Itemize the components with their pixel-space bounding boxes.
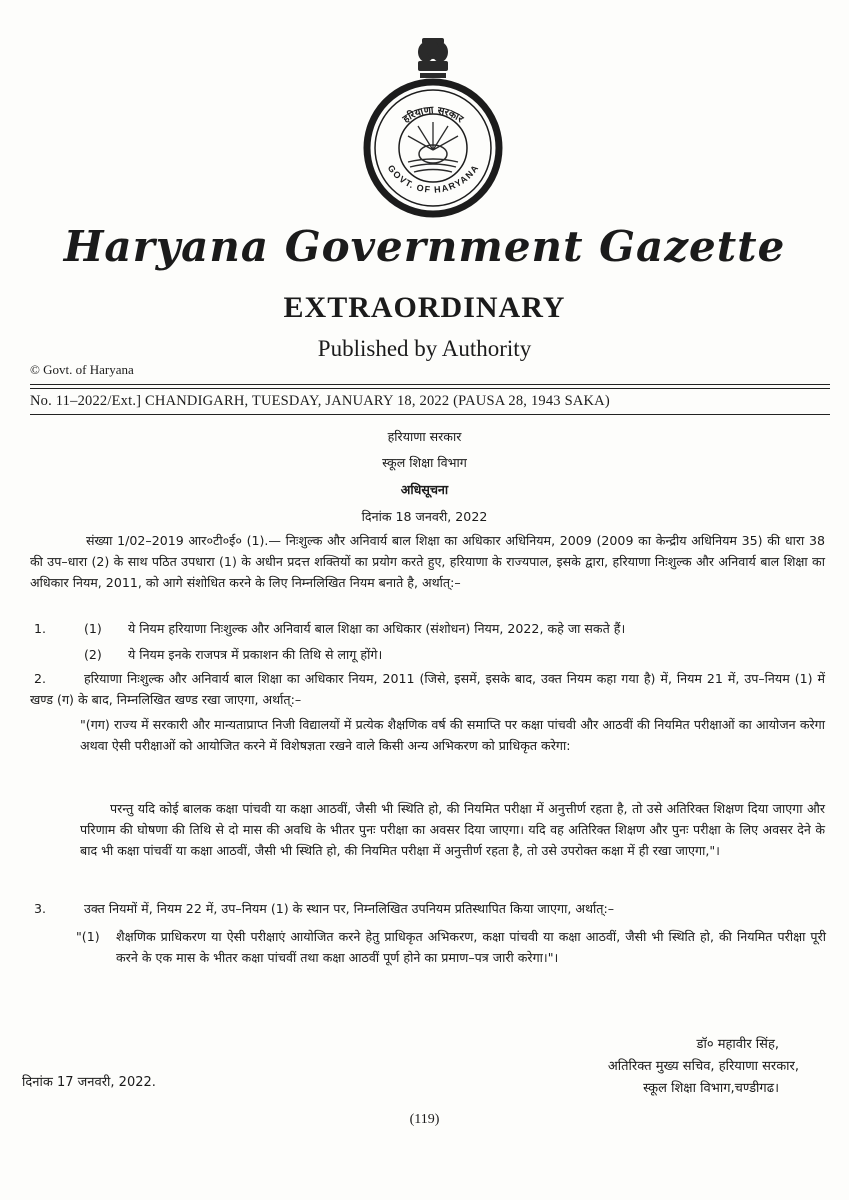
svg-text:GOVT. OF HARYANA xyxy=(386,163,481,195)
haryana-emblem-icon xyxy=(360,30,505,220)
rule-1-2-number: (2) xyxy=(84,647,102,662)
published-by: Published by Authority xyxy=(317,336,532,361)
signatory-designation: अतिरिक्त मुख्य सचिव, हरियाणा सरकार, xyxy=(607,1059,799,1074)
gazette-subtitle: EXTRAORDINARY xyxy=(283,291,566,324)
rule-3-subrule-number: "(1) xyxy=(76,929,100,944)
gazette-title: Haryana Government Gazette xyxy=(63,222,786,271)
top-rule-thin xyxy=(30,388,830,389)
rule-2-proviso: परन्तु यदि कोई बालक कक्षा पांचवी या कक्षा आठवीं, जैसी भी स्थिति हो, की नियमित परीक्षा में अनुत्तीर्ण रहता है, तो उसे अतिरिक्त शिक्षण दिया जाएगा और परिणाम की घोषणा की तिथि से दो मास की अवधि के भीतर पुनः परीक्षा का अवसर दिया जाएगा। यदि वह अतिरिक्त शिक्षण और पुनः परीक्षा के लिए अवसर देने के बाद भी कक्षा पांचवीं या कक्षा आठवीं, जैसी भी स्थिति हो, की नियमित परीक्षा में अनुत्तीर्ण रहता है, तो उसे उपरोक्त कक्षा में ही रखा जाएगा,"। xyxy=(80,801,825,858)
preamble-paragraph: संख्या 1/02–2019 आर०टी०ई० (1).— निःशुल्क और अनिवार्य बाल शिक्षा का अधिकार अधिनियम, 2009 (2009 का केन्द्रीय अधिनियम 35) की धारा 38 की उप–धारा (2) के साथ पठित उपधारा (1) के अधीन प्रदत्त शक्तियों का प्रयोग करते हुए, हरियाणा के राज्यपाल, इसके द्वारा, हरियाणा निःशुल्क और अनिवार्य बाल शिक्षा का अधिकार नियम, 2011, को आगे संशोधित करने के लिए निम्नलिखित नियम बनाते है, अर्थात्:– xyxy=(30,533,825,590)
rule-1-1-text: ये नियम हरियाणा निःशुल्क और अनिवार्य बाल शिक्षा का अधिकार (संशोधन) नियम, 2022, कहे जा सकते हैं। xyxy=(128,621,626,636)
signatory-department: स्कूल शिक्षा विभाग,चण्डीगढ। xyxy=(643,1081,779,1096)
rule-2-clause: "(गग) राज्य में सरकारी और मान्यताप्राप्त निजी विद्यालयों में प्रत्येक शैक्षणिक वर्ष की समाप्ति पर कक्षा पांचवी और आठवीं की नियमित परीक्षाओं का आयोजन करेगा अथवा ऐसी परीक्षाओं को आयोजित करने में विशेषज्ञता रखने वाले किसी अन्य अभिकरण को प्राधिकृत करेगा: xyxy=(80,717,825,753)
signature-block xyxy=(449,1034,809,1100)
emblem-text-bottom: GOVT. OF HARYANA xyxy=(385,163,481,195)
rule-1-2-text: ये नियम इनके राजपत्र में प्रकाशन की तिथि से लागू होंगे। xyxy=(128,647,383,662)
issue-date-footer: दिनांक 17 जनवरी, 2022. xyxy=(22,1075,156,1090)
rule-1-number: 1. xyxy=(34,621,47,636)
rule-3-text: उक्त नियमों में, नियम 22 में, उप–नियम (1) के स्थान पर, निम्नलिखित उपनियम प्रतिस्थापित किया जाएगा, अर्थात्:– xyxy=(84,901,615,916)
department-heading: स्कूल शिक्षा विभाग xyxy=(382,455,467,470)
rule-1-1-number: (1) xyxy=(84,621,102,636)
rule-3-number: 3. xyxy=(34,901,47,916)
notification-heading: अधिसूचना xyxy=(400,482,449,497)
issue-line: No. 11–2022/Ext.] CHANDIGARH, TUESDAY, JANUARY 18, 2022 (PAUSA 28, 1943 SAKA) xyxy=(30,393,610,409)
government-heading: हरियाणा सरकार xyxy=(387,429,462,444)
issue-rule xyxy=(30,414,830,415)
top-rule xyxy=(30,384,830,385)
notification-date: दिनांक 18 जनवरी, 2022 xyxy=(361,509,488,524)
copyright-note: © Govt. of Haryana xyxy=(30,362,134,377)
emblem-text-top: हरियाणा सरकार xyxy=(401,105,466,126)
page-number: (119) xyxy=(409,1112,440,1127)
rule-2-text: हरियाणा निःशुल्क और अनिवार्य बाल शिक्षा का अधिकार नियम, 2011 (जिसे, इसमें, इसके बाद, उक्त नियम कहा गया है) में, नियम 21 में, उप–नियम (1) में खण्ड (ग) के बाद, निम्नलिखित खण्ड रखा जाएगा, अर्थात्:– xyxy=(30,671,825,707)
rule-2-number: 2. xyxy=(34,671,47,686)
rule-3-subrule-text: शैक्षणिक प्राधिकरण या ऐसी परीक्षाएं आयोजित करने हेतु प्राधिकृत अभिकरण, कक्षा पांचवी या कक्षा आठवीं, जैसी भी स्थिति हो, की नियमित परीक्षा पूरी करने के एक मास के भीतर कक्षा पांचवीं तथा कक्षा आठवीं पूर्ण होने का प्रमाण–पत्र जारी करेगा।"। xyxy=(116,929,826,965)
signatory-name: डॉ० महावीर सिंह, xyxy=(696,1037,779,1052)
